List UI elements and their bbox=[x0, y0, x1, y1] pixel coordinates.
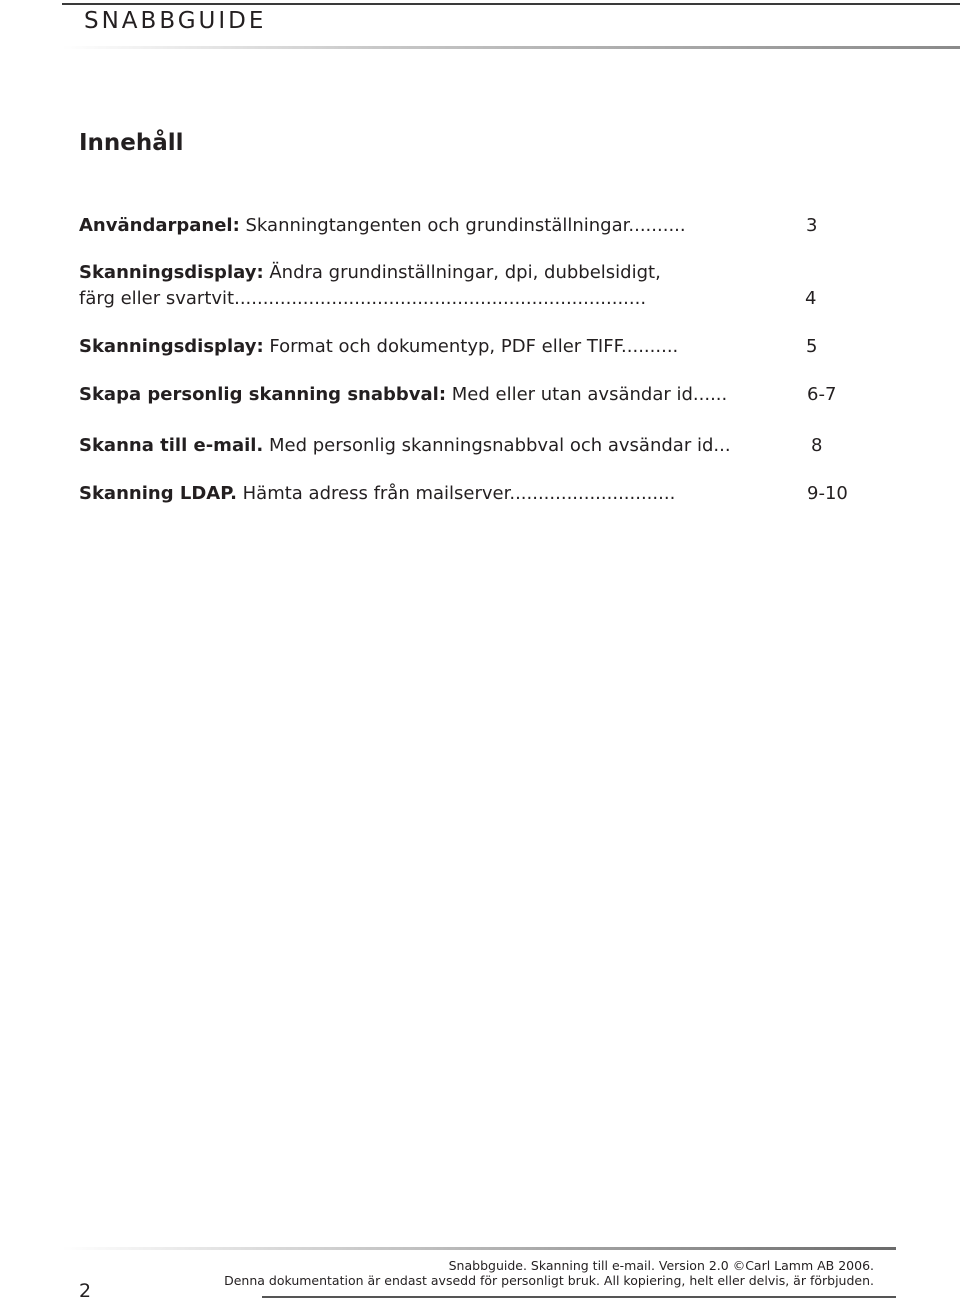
toc-entry-text-continued: färg eller svartvit........................................................................ bbox=[79, 288, 647, 309]
toc-entry-anvandarpanel bbox=[79, 213, 879, 238]
page-number: 2 bbox=[79, 1280, 92, 1302]
toc-entry-title: Skanning LDAP. bbox=[79, 483, 237, 504]
toc-page-number: 8 bbox=[811, 435, 823, 456]
toc-entry-text: Med personlig skanningsnabbval och avsändar id... bbox=[263, 435, 731, 456]
toc-entry-skanningsdisplay-1 bbox=[79, 260, 879, 285]
toc-page-number: 3 bbox=[806, 215, 818, 236]
toc-entry-skanningsdisplay-1-cont bbox=[79, 286, 879, 311]
toc-entry-text: Med eller utan avsändar id...... bbox=[446, 384, 728, 405]
toc-entry-title: Skapa personlig skanning snabbval: bbox=[79, 384, 447, 405]
footer-disclaimer: Denna dokumentation är endast avsedd för personligt bruk. All kopiering, helt eller delvis, är förbjuden. bbox=[224, 1273, 874, 1288]
toc-entry-title: Skanningsdisplay: bbox=[79, 336, 264, 357]
toc-page-number: 9-10 bbox=[807, 483, 848, 504]
toc-entry-skanningsdisplay-2 bbox=[79, 334, 879, 359]
footer-bottom-rule bbox=[262, 1296, 896, 1298]
toc-entry-skanna-till-email bbox=[79, 433, 879, 458]
header-title: SNABBGUIDE bbox=[84, 8, 267, 34]
toc-page-number: 6-7 bbox=[807, 384, 837, 405]
footer-top-rule bbox=[62, 1247, 896, 1250]
toc-page-number: 4 bbox=[805, 288, 817, 309]
header-bottom-rule bbox=[62, 46, 960, 49]
toc-entry-text: Skanningtangenten och grundinställningar.......... bbox=[239, 215, 686, 236]
footer-copyright: Snabbguide. Skanning till e-mail. Version 2.0 ©Carl Lamm AB 2006. bbox=[448, 1258, 874, 1273]
header-top-rule bbox=[62, 3, 960, 5]
toc-heading: Innehåll bbox=[79, 130, 184, 156]
toc-entry-skapa-personlig bbox=[79, 382, 879, 407]
toc-entry-title: Skanna till e-mail. bbox=[79, 435, 264, 456]
toc-entry-text: Format och dokumentyp, PDF eller TIFF.......... bbox=[263, 336, 679, 357]
toc-entry-title: Användarpanel: bbox=[79, 215, 240, 236]
toc-entry-skanning-ldap bbox=[79, 481, 879, 506]
toc-entry-text: Ändra grundinställningar, dpi, dubbelsidigt, bbox=[263, 262, 661, 283]
toc-entry-text: Hämta adress från mailserver............................. bbox=[236, 483, 676, 504]
toc-entry-title: Skanningsdisplay: bbox=[79, 262, 264, 283]
toc-page-number: 5 bbox=[806, 336, 818, 357]
